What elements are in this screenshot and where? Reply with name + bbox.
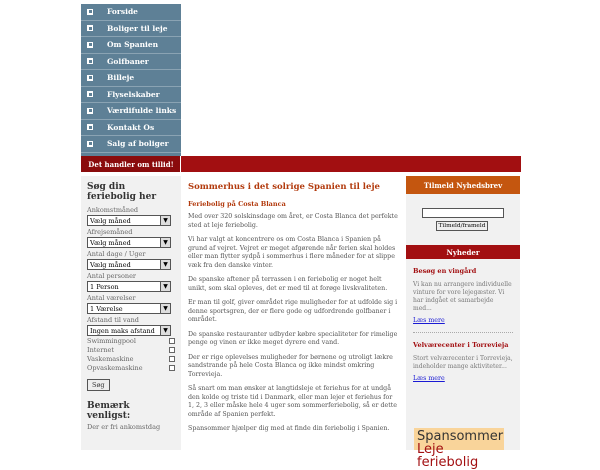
nav-item-salg-af-boliger[interactable] (81, 136, 181, 153)
search-heading: Søg din feriebolig her (87, 182, 157, 202)
nav-item-label: Forside (107, 7, 138, 17)
dropdown-arrow-icon: ▼ (160, 326, 170, 335)
notice-heading: Bemærk venligst: (87, 401, 131, 421)
nav-bullet-icon (87, 42, 93, 48)
newsletter-subscribe-button[interactable]: Tilmeld/frameld (436, 221, 488, 231)
dropdown-arrow-icon: ▼ (160, 282, 170, 291)
dropdown-arrow-icon: ▼ (160, 216, 170, 225)
washer-checkbox[interactable] (169, 356, 175, 362)
pool-checkbox[interactable] (169, 338, 175, 344)
news-heading: Nyheder (406, 245, 520, 259)
pool-checkbox-row (87, 337, 175, 345)
news-item-title: Besøg en vingård (413, 267, 477, 275)
spansommer-ad-banner[interactable] (414, 428, 504, 470)
field-label: Antal dage / Uger (87, 250, 146, 258)
checkbox-label: Opvaskemaskine (87, 364, 143, 372)
right-sidebar (406, 176, 520, 470)
internet-checkbox[interactable] (169, 347, 175, 353)
nav-item-om-spanien[interactable] (81, 37, 181, 54)
field-label: Afstand til vand (87, 316, 139, 324)
checkbox-label: Vaskemaskine (87, 355, 134, 363)
newsletter-heading: Tilmeld Nyhedsbrev (406, 176, 520, 194)
nav-item-label: Salg af boliger (107, 139, 169, 149)
main-navigation (81, 4, 181, 156)
nav-bullet-icon (87, 124, 93, 130)
water-distance-select[interactable] (87, 325, 171, 336)
nav-item-forside[interactable] (81, 4, 181, 21)
paragraph: Vi har valgt at koncentrere os om Costa Blanca i Spanien på grund af vejret. Vejret er meget afgørende når ferien skal holdes eller man flytter sydpå i sommerhus i flere måneder for at slippe væk fra den danske vinter. (188, 236, 396, 269)
nav-item-golfbaner[interactable] (81, 54, 181, 71)
select-value: 1 Værelse (90, 304, 123, 313)
nav-item-label: Flyselskaber (107, 89, 160, 99)
header-red-bar (81, 156, 521, 172)
dishwasher-checkbox-row (87, 364, 175, 372)
paragraph: Der er rige oplevelses muligheder for børnene og utroligt lækre sandstrande på hele Costa Blanca og ikke mindst omkring Torrevieja. (188, 353, 393, 378)
news-item-title: Velværecenter i Torrevieja (413, 341, 509, 349)
nav-bullet-icon (87, 9, 93, 15)
page-title: Sommerhus i det solrige Spanien til leje (188, 182, 380, 192)
internet-checkbox-row (87, 346, 175, 354)
section-subtitle: Feriebolig på Costa Blanca (188, 200, 286, 208)
select-value: Vælg måned (90, 260, 131, 269)
nav-bullet-icon (87, 141, 93, 147)
dropdown-arrow-icon: ▼ (160, 238, 170, 247)
nav-item-label: Om Spanien (107, 40, 159, 50)
search-panel (81, 176, 181, 450)
ad-line-2: Leje feriebolig (417, 442, 479, 470)
departure-month-select[interactable] (87, 237, 171, 248)
nav-item-label: Golfbaner (107, 56, 149, 66)
persons-select[interactable] (87, 281, 171, 292)
dropdown-arrow-icon: ▼ (160, 260, 170, 269)
nav-bullet-icon (87, 91, 93, 97)
days-weeks-select[interactable] (87, 259, 171, 270)
checkbox-label: Internet (87, 346, 114, 354)
dropdown-arrow-icon: ▼ (160, 304, 170, 313)
checkbox-label: Swimmingpool (87, 337, 136, 345)
nav-item-label: Billeje (107, 73, 135, 83)
select-value: Ingen maks afstand (90, 326, 155, 335)
nav-item-label: Værdifulde links (107, 106, 177, 116)
washer-checkbox-row (87, 355, 175, 363)
arrival-month-select[interactable] (87, 215, 171, 226)
paragraph: Med over 320 solskinsdage om året, er Costa Blanca det perfekte sted at leje feriebolig. (188, 213, 398, 229)
nav-item-boliger-til-leje[interactable] (81, 21, 181, 38)
read-more-link[interactable]: Læs mere (413, 375, 445, 382)
nav-item-label: Boliger til leje (107, 23, 168, 33)
field-label: Ankomstmåned (87, 206, 139, 214)
nav-item-flyselskaber[interactable] (81, 87, 181, 104)
paragraph: De spanske restauranter udbyder købre specialiteter for rimelige penge og vinen er ikke meget dyrere end vand. (188, 330, 398, 346)
news-item-text: Stort velværecenter i Torrevieja, indeholder mange aktiviteter... (413, 355, 513, 370)
read-more-link[interactable]: Læs mere (413, 317, 445, 324)
nav-bullet-icon (87, 75, 93, 81)
search-button[interactable]: Søg (87, 379, 110, 391)
tagline: Det handler om tillid! (81, 156, 181, 172)
field-label: Antal personer (87, 272, 137, 280)
main-content (185, 176, 400, 450)
nav-bullet-icon (87, 25, 93, 31)
rooms-select[interactable] (87, 303, 171, 314)
paragraph: De spanske aftener på terrassen i en feriebolig er noget helt unikt, som skal opleves, det er med til at forøge livskvaliteten. (188, 276, 388, 292)
divider (413, 332, 513, 333)
nav-item-vaerdifulde-links[interactable] (81, 103, 181, 120)
dishwasher-checkbox[interactable] (169, 365, 175, 371)
field-label: Antal værelser (87, 294, 136, 302)
nav-bullet-icon (87, 58, 93, 64)
select-value: Vælg måned (90, 216, 131, 225)
select-value: 1 Person (90, 282, 119, 291)
nav-item-label: Kontakt Os (107, 122, 155, 132)
news-item-text: Vi kan nu arrangere individuelle vinture for vore lejegæster. Vi har indgået et samarbejde med... (413, 281, 512, 312)
ad-line-1: Spansommer (417, 429, 504, 444)
nav-item-billeje[interactable] (81, 70, 181, 87)
select-value: Vælg måned (90, 238, 131, 247)
nav-bullet-icon (87, 108, 93, 114)
nav-item-kontakt-os[interactable] (81, 120, 181, 137)
notice-text: Der er fri ankomstdag (87, 423, 161, 431)
paragraph: Er man til golf, giver området rige muligheder for at udfolde sig i denne sportsgren, der er flere gode og udfordrende golfbaner i området. (188, 299, 398, 323)
field-label: Afrejsemåned (87, 228, 133, 236)
paragraph: Spansommer hjælper dig med at finde din feriebolig i Spanien. (188, 425, 390, 432)
paragraph: Så snart om man ønsker at langtidsleje et feriehus for at undgå den kolde og triste tid i Danmark, eller man lejer et feriehus for 1, 2, 3 eller måske hele 4 uger som sommerferiebolig, så er dette område af Spanien perfekt. (188, 385, 398, 418)
newsletter-email-input[interactable] (422, 208, 504, 218)
